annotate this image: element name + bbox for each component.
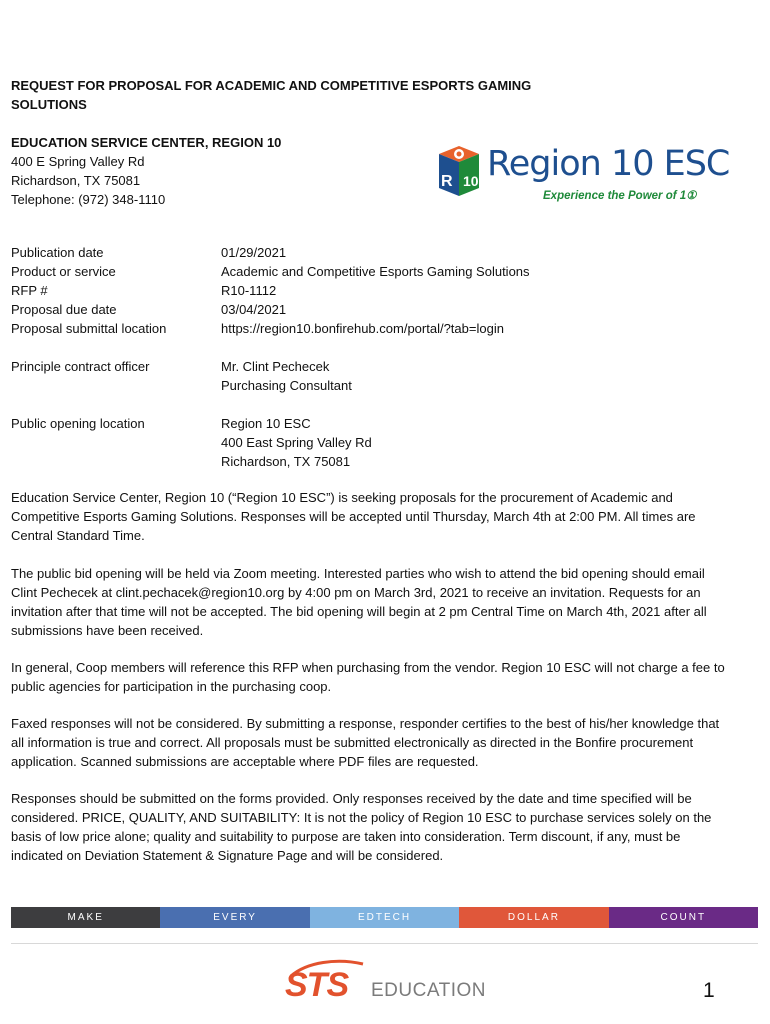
- band-segment: COUNT: [609, 907, 758, 928]
- organization-name: EDUCATION SERVICE CENTER, REGION 10: [11, 135, 282, 150]
- detail-label: RFP #: [11, 283, 48, 298]
- paragraph-intro: Education Service Center, Region 10 (“Region 10 ESC”) is seeking proposals for the procurement of Academic and Competitive Esports Gaming Solutions. Responses will be accepted until Thursday, March 4th at 2:00 PM. All times are Central Standard Time.: [11, 490, 696, 543]
- region10-cube-icon: [425, 140, 487, 202]
- submittal-link[interactable]: https://region10.bonfirehub.com/portal/?tab=login: [221, 321, 504, 336]
- public-opening-label: Public opening location: [11, 416, 145, 431]
- detail-value: R10-1112: [221, 283, 277, 298]
- detail-value: Academic and Competitive Esports Gaming Solutions: [221, 264, 530, 279]
- paragraph-bid-opening: The public bid opening will be held via Zoom meeting. Interested parties who wish to attend the bid opening should email Clint Pechecek at clint.pechacek@region10.org by 4:00 pm on March 3rd, 2021 to receive an invitation. Requests for an invitation after that time will not be accepted. The bid opening will begin at 2 pm Central Time on March 4th, 2021 after all submissions have been received.: [11, 566, 707, 638]
- contract-officer-name: Mr. Clint Pechecek: [221, 359, 330, 374]
- paragraph-submission: Faxed responses will not be considered. By submitting a response, responder certifies to the best of his/her knowledge that all information is true and correct. All proposals must be submitted electronically as directed in the Bonfire procurement application. Scanned submissions are acceptable where PDF files are requested.: [11, 716, 720, 769]
- band-segment: EDTECH: [310, 907, 459, 928]
- public-opening-line-1: Region 10 ESC: [221, 416, 311, 431]
- region10-logo: [425, 140, 730, 210]
- footer-divider: [11, 943, 758, 944]
- document-title: REQUEST FOR PROPOSAL FOR ACADEMIC AND COMPETITIVE ESPORTS GAMING SOLUTIONS: [11, 78, 532, 112]
- detail-label: Proposal submittal location: [11, 321, 167, 336]
- address-line-1: 400 E Spring Valley Rd: [11, 154, 145, 169]
- logo-wordmark: Region 10 ESC: [487, 144, 730, 184]
- detail-label: Product or service: [11, 264, 116, 279]
- address-line-2: Richardson, TX 75081: [11, 173, 141, 188]
- detail-value: 03/04/2021: [221, 302, 287, 317]
- public-opening-line-3: Richardson, TX 75081: [221, 454, 351, 469]
- detail-label: Proposal due date: [11, 302, 117, 317]
- page-number: 1: [703, 979, 715, 1002]
- telephone: Telephone: (972) 348-1110: [11, 192, 166, 207]
- detail-value: 01/29/2021: [221, 245, 287, 260]
- paragraph-coop: In general, Coop members will reference this RFP when purchasing from the vendor. Region 10 ESC will not charge a fee to public agencies for participation in the purchasing coop.: [11, 660, 725, 694]
- contract-officer-title: Purchasing Consultant: [221, 378, 352, 393]
- band-segment: EVERY: [160, 907, 309, 928]
- svg-text:10: 10: [463, 173, 479, 189]
- paragraph-evaluation: Responses should be submitted on the forms provided. Only responses received by the date and time specified will be considered. PRICE, QUALITY, AND SUITABILITY: It is not the policy of Region 10 ESC to purchase services solely on the basis of low price alone; quality and suitability to purpose are taken into consideration. Term discount, if any, must be indicated on Deviation Statement & Signature Page and will be considered.: [11, 791, 712, 863]
- detail-label: Publication date: [11, 245, 104, 260]
- public-opening-line-2: 400 East Spring Valley Rd: [221, 435, 372, 450]
- contract-officer-label: Principle contract officer: [11, 359, 150, 374]
- sts-education-text: EDUCATION: [371, 980, 486, 1001]
- sts-education-logo: [285, 958, 505, 1010]
- organization-address: [11, 133, 281, 209]
- footer-color-band: [11, 907, 758, 928]
- svg-text:R: R: [441, 173, 453, 190]
- band-segment: MAKE: [11, 907, 160, 928]
- logo-tagline: Experience the Power of 1①: [543, 190, 697, 202]
- band-segment: DOLLAR: [459, 907, 608, 928]
- sts-mark: STS: [285, 966, 349, 1004]
